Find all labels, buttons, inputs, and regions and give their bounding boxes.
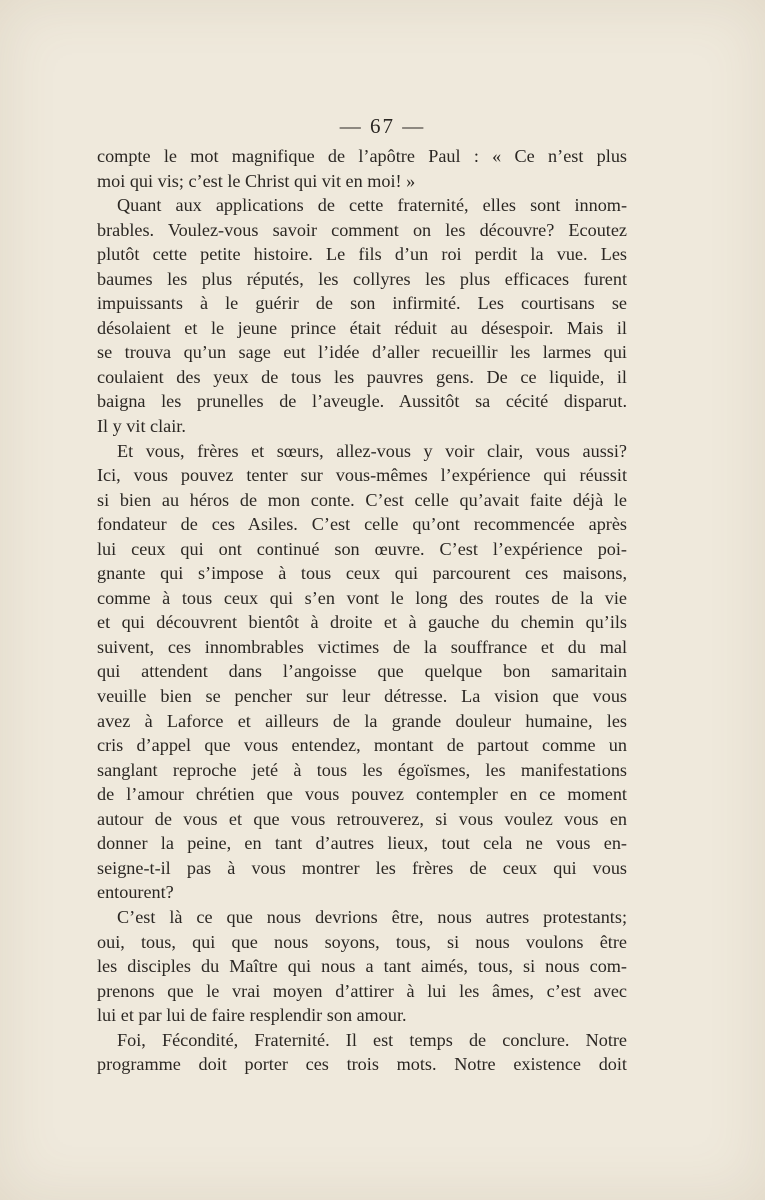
text-line: gnante qui s’impose à tous ceux qui parcourent ces maisons,: [97, 563, 627, 584]
text-line: lui et par lui de faire resplendir son amour.: [97, 1005, 407, 1026]
text-line: donner la peine, en tant d’autres lieux, tout cela ne vous en-: [97, 833, 627, 854]
text-line: qui attendent dans l’angoisse que quelque bon samaritain: [97, 661, 627, 682]
text-line: lui ceux qui ont continué son œuvre. C’est l’expérience poi-: [97, 538, 627, 559]
text-line: oui, tous, qui que nous soyons, tous, si nous voulons être: [97, 931, 627, 952]
text-line: comme à tous ceux qui s’en vont le long des routes de la vie: [97, 587, 627, 608]
text-line: baumes les plus réputés, les collyres les plus efficaces furent: [97, 268, 627, 289]
text-line: compte le mot magnifique de l’apôtre Paul : « Ce n’est plus: [97, 146, 627, 166]
page-number: — 67 —: [339, 114, 426, 138]
text-line: seigne-t-il pas à vous montrer les frères de ceux qui vous: [97, 857, 627, 878]
text-line: Foi, Fécondité, Fraternité. Il est temps de conclure. Notre: [117, 1029, 627, 1050]
text-line: de l’amour chrétien que vous pouvez contempler en ce moment: [97, 784, 627, 805]
text-line: se trouva qu’un sage eut l’idée d’aller recueillir les larmes qui: [97, 342, 627, 363]
text-line: désolaient et le jeune prince était réduit au désespoir. Mais il: [97, 317, 627, 338]
paragraph: [97, 1028, 627, 1077]
paragraph: [97, 144, 627, 193]
text-line: cris d’appel que vous entendez, montant de partout comme un: [97, 735, 627, 756]
text-line: les disciples du Maître qui nous a tant aimés, tous, si nous com-: [97, 956, 627, 977]
text-line: brables. Voulez-vous savoir comment on les découvre? Ecoutez: [97, 219, 627, 240]
text-line: entourent?: [97, 882, 174, 903]
paragraph: [97, 905, 627, 1028]
text-line: et qui découvrent bientôt à droite et à gauche du chemin qu’ils: [97, 612, 627, 633]
text-line: impuissants à le guérir de son infirmité. Les courtisans se: [97, 293, 627, 314]
text-line: plutôt cette petite histoire. Le fils d’un roi perdit la vue. Les: [97, 244, 627, 265]
text-line: coulaient des yeux de tous les pauvres gens. De ce liquide, il: [97, 366, 627, 387]
text-line: avez à Laforce et ailleurs de la grande douleur humaine, les: [97, 710, 627, 731]
body-text: [97, 144, 627, 1077]
text-line: baigna les prunelles de l’aveugle. Aussitôt sa cécité disparut.: [97, 391, 627, 412]
text-line: Quant aux applications de cette fraternité, elles sont innom-: [117, 195, 627, 216]
text-line: si bien au héros de mon conte. C’est celle qu’avait faite déjà le: [97, 489, 627, 510]
text-line: C’est là ce que nous devrions être, nous autres protestants;: [117, 906, 627, 927]
paragraph: [97, 193, 627, 438]
text-line: prenons que le vrai moyen d’attirer à lui les âmes, c’est avec: [97, 980, 627, 1001]
text-line: autour de vous et que vous retrouverez, si vous voulez vous en: [97, 808, 627, 829]
paragraph: [97, 439, 627, 905]
text-line: Il y vit clair.: [97, 416, 186, 437]
text-line: veuille bien se pencher sur leur détresse. La vision que vous: [97, 686, 627, 707]
text-line: moi qui vis; c’est le Christ qui vit en moi! »: [97, 170, 416, 191]
text-line: suivent, ces innombrables victimes de la souffrance et du mal: [97, 636, 627, 657]
text-line: programme doit porter ces trois mots. Notre existence doit: [97, 1054, 627, 1075]
text-line: Ici, vous pouvez tenter sur vous-mêmes l’expérience qui réussit: [97, 465, 627, 486]
text-line: Et vous, frères et sœurs, allez-vous y voir clair, vous aussi?: [117, 440, 627, 461]
text-line: fondateur de ces Asiles. C’est celle qu’ont recommencée après: [97, 514, 627, 535]
text-line: sanglant reproche jeté à tous les égoïsmes, les manifestations: [97, 759, 627, 780]
